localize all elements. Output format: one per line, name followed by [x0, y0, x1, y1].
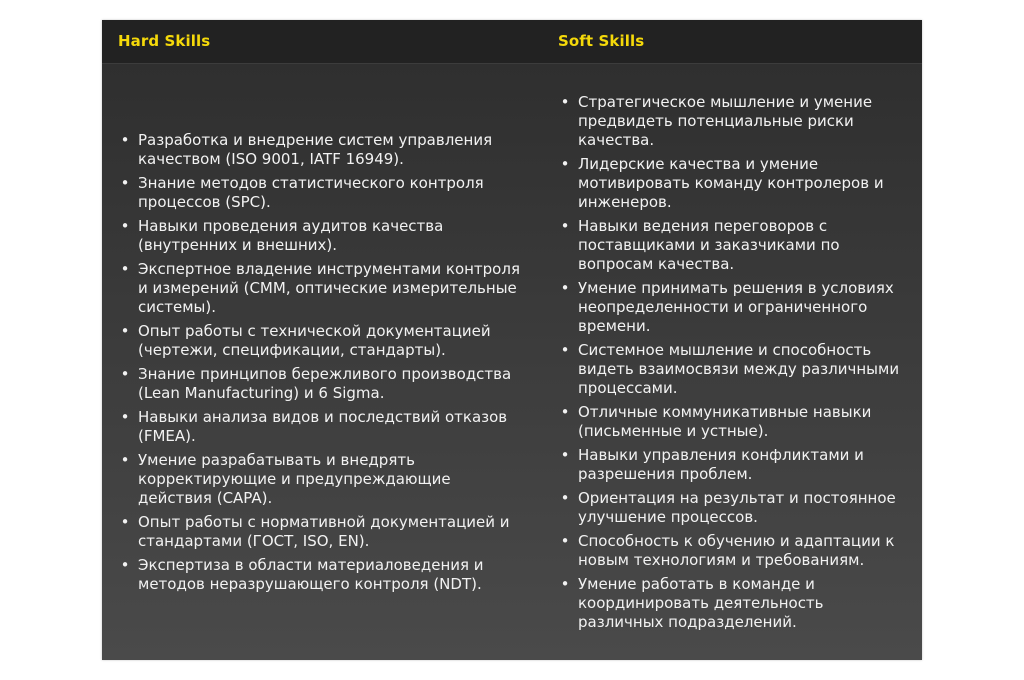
bullet-icon: •: [560, 216, 570, 235]
hard-skill-item-text: Опыт работы с технической документацией (чертежи, спецификации, стандарты).: [138, 321, 491, 359]
soft-skill-item-text: Умение работать в команде и координировать деятельность различных подразделений.: [578, 574, 824, 631]
hard-skill-item-text: Знание принципов бережливого производства (Lean Manufacturing) и 6 Sigma.: [138, 364, 512, 402]
table-header: [102, 20, 922, 64]
soft-skill-item: [558, 279, 908, 336]
skills-table: [102, 20, 922, 660]
hard-skill-item-text: Навыки анализа видов и последствий отказов (FMEA).: [138, 407, 508, 445]
soft-skill-item: [558, 446, 908, 484]
soft-skill-item-text: Навыки управления конфликтами и разрешения проблем.: [578, 445, 864, 483]
bullet-icon: •: [120, 130, 130, 149]
soft-skill-item-text: Ориентация на результат и постоянное улучшение процессов.: [578, 488, 896, 526]
soft-skill-item-text: Способность к обучению и адаптации к новым технологиям и требованиям.: [578, 531, 895, 569]
hard-skill-item-text: Опыт работы с нормативной документацией и стандартами (ГОСТ, ISO, EN).: [138, 512, 510, 550]
hard-skill-item-text: Экспертное владение инструментами контроля и измерений (CMM, оптические измерительные системы).: [138, 259, 520, 316]
hard-skills-header: Hard Skills: [118, 32, 211, 50]
bullet-icon: •: [120, 364, 130, 383]
bullet-icon: •: [560, 445, 570, 464]
hard-skill-item: [118, 260, 522, 317]
hard-skill-item: [118, 408, 522, 446]
soft-skill-item-text: Отличные коммуникативные навыки (письменные и устные).: [578, 402, 872, 440]
soft-skill-item-text: Умение принимать решения в условиях неопределенности и ограниченного времени.: [578, 278, 894, 335]
soft-skill-item: [558, 489, 908, 527]
soft-skills-header: Soft Skills: [558, 32, 645, 50]
bullet-icon: •: [120, 407, 130, 426]
hard-skill-item-text: Знание методов статистического контроля процессов (SPC).: [138, 173, 484, 211]
soft-skill-item-text: Лидерские качества и умение мотивировать команду контролеров и инженеров.: [578, 154, 884, 211]
bullet-icon: •: [560, 488, 570, 507]
bullet-icon: •: [120, 512, 130, 531]
soft-skill-item: [558, 217, 908, 274]
hard-skill-item: [118, 174, 522, 212]
hard-skills-column: [102, 64, 542, 660]
hard-skills-list: [102, 131, 522, 594]
hard-skill-item: [118, 217, 522, 255]
hard-skill-item-text: Экспертиза в области материаловедения и методов неразрушающего контроля (NDT).: [138, 555, 484, 593]
bullet-icon: •: [560, 340, 570, 359]
bullet-icon: •: [560, 402, 570, 421]
bullet-icon: •: [120, 450, 130, 469]
hard-skill-item-text: Навыки проведения аудитов качества (внутренних и внешних).: [138, 216, 444, 254]
bullet-icon: •: [560, 154, 570, 173]
soft-skills-list: [542, 93, 908, 632]
soft-skill-item: [558, 575, 908, 632]
soft-skill-item: [558, 341, 908, 398]
bullet-icon: •: [120, 259, 130, 278]
soft-skill-item-text: Стратегическое мышление и умение предвидеть потенциальные риски качества.: [578, 92, 873, 149]
hard-skill-item-text: Умение разрабатывать и внедрять корректирующие и предупреждающие действия (CAPA).: [138, 450, 451, 507]
hard-skill-item-text: Разработка и внедрение систем управления качеством (ISO 9001, IATF 16949).: [138, 130, 493, 168]
bullet-icon: •: [560, 278, 570, 297]
bullet-icon: •: [120, 321, 130, 340]
soft-skill-item-text: Навыки ведения переговоров с поставщиками и заказчиками по вопросам качества.: [578, 216, 840, 273]
hard-skill-item: [118, 451, 522, 508]
soft-skill-item-text: Системное мышление и способность видеть взаимосвязи между различными процессами.: [578, 340, 900, 397]
bullet-icon: •: [120, 173, 130, 192]
hard-skill-item: [118, 513, 522, 551]
soft-skill-item: [558, 532, 908, 570]
bullet-icon: •: [560, 531, 570, 550]
bullet-icon: •: [120, 216, 130, 235]
hard-skill-item: [118, 556, 522, 594]
soft-skill-item: [558, 93, 908, 150]
soft-skills-column: [542, 64, 922, 660]
bullet-icon: •: [120, 555, 130, 574]
hard-skill-item: [118, 365, 522, 403]
bullet-icon: •: [560, 574, 570, 593]
bullet-icon: •: [560, 92, 570, 111]
soft-skill-item: [558, 155, 908, 212]
hard-skill-item: [118, 322, 522, 360]
soft-skill-item: [558, 403, 908, 441]
hard-skill-item: [118, 131, 522, 169]
